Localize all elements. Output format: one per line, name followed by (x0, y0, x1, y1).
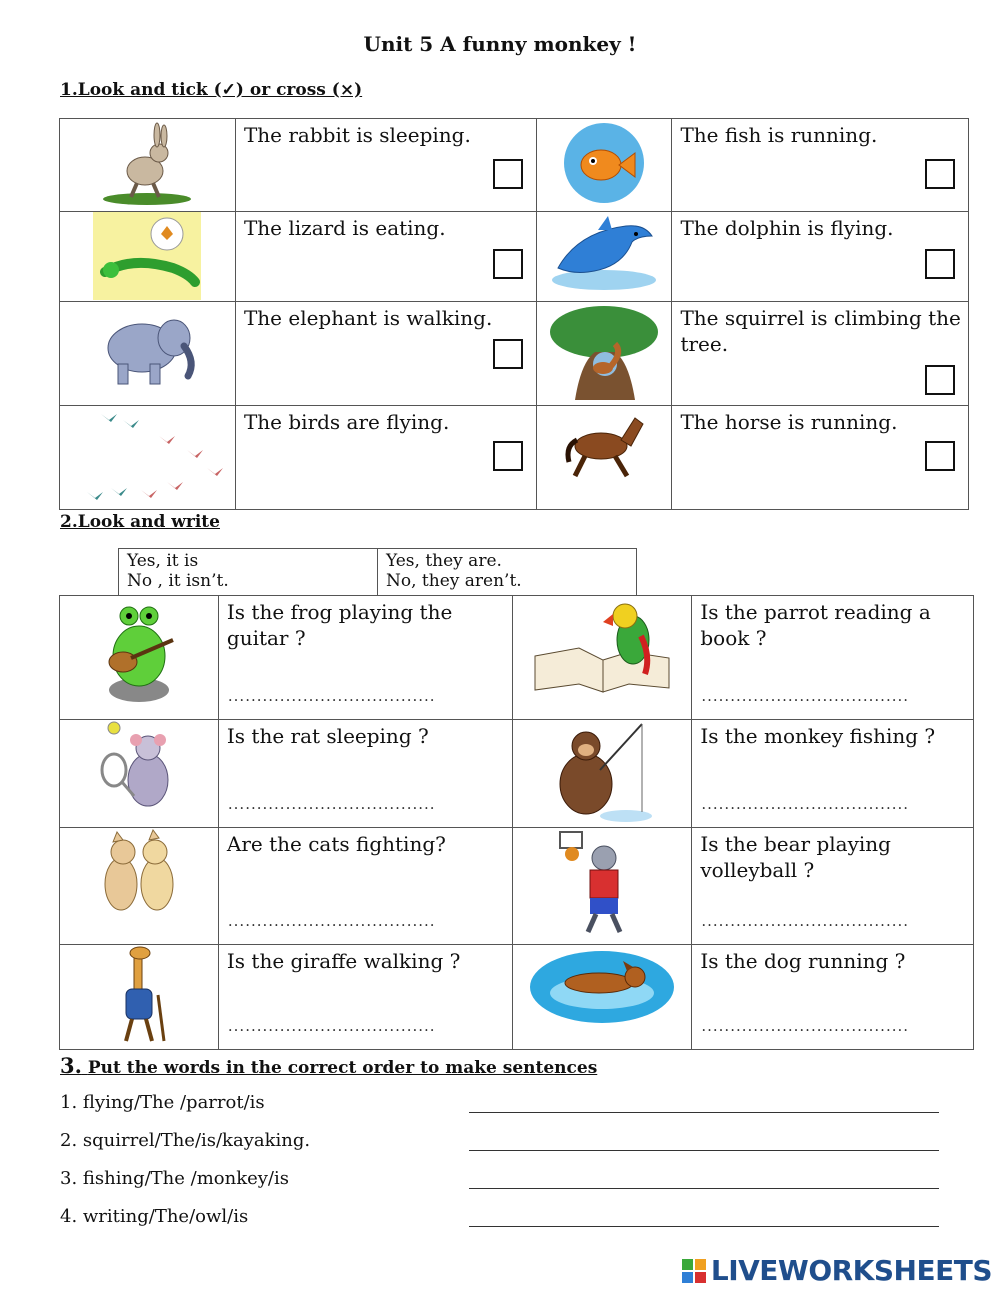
word-order-item: 4. writing/The/owl/is (60, 1206, 249, 1227)
giraffe-icon (104, 945, 174, 1045)
horse-icon (561, 406, 647, 486)
section-3-title: Put the words in the correct order to make sentences (87, 1058, 598, 1078)
answer-line[interactable] (469, 1112, 939, 1113)
picture-cell (537, 302, 672, 406)
dog-icon (527, 945, 677, 1029)
answer-checkbox[interactable] (925, 159, 955, 189)
picture-cell (537, 119, 672, 212)
word-order-item: 3. fishing/The /monkey/is (60, 1168, 289, 1189)
answer-blank[interactable]: .................................... (701, 795, 910, 813)
answer-option: Yes, it is (127, 551, 199, 571)
answer-checkbox[interactable] (493, 159, 523, 189)
sentence-text: The dolphin is flying. (680, 216, 894, 240)
tick-cross-table (59, 118, 969, 510)
liveworksheets-logo (681, 1254, 992, 1287)
sentence-text: The squirrel is climbing the tree. (680, 306, 961, 356)
answer-checkbox[interactable] (493, 249, 523, 279)
answer-checkbox[interactable] (925, 249, 955, 279)
sentence-text: The horse is running. (680, 410, 898, 434)
cats-icon (91, 828, 187, 926)
rat-icon (94, 720, 184, 824)
fish-icon (559, 119, 649, 207)
word-order-item: 2. squirrel/The/is/kayaking. (60, 1130, 311, 1151)
question-text: Is the dog running ? (700, 949, 906, 973)
picture-cell (513, 596, 692, 720)
answer-checkbox[interactable] (925, 441, 955, 471)
logo-icon (681, 1258, 707, 1284)
section-1-heading: 1.Look and tick (✓) or cross (×) (60, 80, 363, 100)
picture-cell (60, 302, 236, 406)
question-text: Is the parrot reading a book ? (700, 600, 931, 650)
squirrel-icon (545, 302, 663, 402)
picture-cell (60, 945, 219, 1050)
question-text: Is the giraffe walking ? (226, 949, 461, 973)
parrot-icon (529, 596, 675, 696)
picture-cell (513, 945, 692, 1050)
picture-cell (60, 596, 219, 720)
answer-blank[interactable]: .................................... (701, 912, 910, 930)
dolphin-icon (548, 212, 660, 294)
picture-cell (513, 828, 692, 945)
picture-cell (60, 720, 219, 828)
sentence-text: The lizard is eating. (243, 216, 446, 240)
word-order-item: 1. flying/The /parrot/is (60, 1092, 265, 1113)
picture-cell (60, 828, 219, 945)
answer-checkbox[interactable] (493, 441, 523, 471)
picture-cell (60, 406, 236, 510)
section-3-heading (60, 1053, 597, 1078)
look-and-write-table (59, 595, 974, 1050)
question-text: Are the cats fighting? (226, 832, 446, 856)
bear-icon (552, 828, 652, 938)
sentence-text: The rabbit is sleeping. (243, 123, 471, 147)
picture-cell (60, 212, 236, 302)
elephant-icon (92, 302, 202, 390)
answer-checkbox[interactable] (493, 339, 523, 369)
frog-icon (83, 596, 195, 706)
birds-icon (67, 406, 227, 502)
logo-text: LIVEWORKSHEETS (710, 1254, 992, 1287)
answer-options-box (118, 548, 637, 595)
question-text: Is the monkey fishing ? (700, 724, 936, 748)
sentence-text: The birds are flying. (243, 410, 450, 434)
question-text: Is the frog playing the guitar ? (226, 600, 453, 650)
answer-line[interactable] (469, 1226, 939, 1227)
sentence-text: The elephant is walking. (243, 306, 493, 330)
monkey-icon (546, 720, 658, 824)
answer-line[interactable] (469, 1188, 939, 1189)
answer-blank[interactable]: .................................... (227, 795, 436, 813)
question-text: Is the bear playing volleyball ? (700, 832, 891, 882)
answer-options-they (377, 549, 636, 595)
answer-option: No , it isn’t. (127, 571, 229, 591)
answer-blank[interactable]: .................................... (227, 687, 436, 705)
answer-option: No, they aren’t. (386, 571, 522, 591)
picture-cell (60, 119, 236, 212)
picture-cell (513, 720, 692, 828)
answer-blank[interactable]: .................................... (701, 687, 910, 705)
answer-blank[interactable]: .................................... (227, 912, 436, 930)
answer-blank[interactable]: .................................... (701, 1017, 910, 1035)
picture-cell (537, 212, 672, 302)
answer-checkbox[interactable] (925, 365, 955, 395)
answer-options-it (119, 549, 377, 595)
rabbit-icon (97, 119, 197, 207)
section-2-heading: 2.Look and write (60, 512, 220, 532)
sentence-text: The fish is running. (680, 123, 878, 147)
question-text: Is the rat sleeping ? (226, 724, 429, 748)
section-3-number: 3. (60, 1053, 82, 1078)
lizard-icon (93, 212, 201, 300)
answer-line[interactable] (469, 1150, 939, 1151)
answer-option: Yes, they are. (386, 551, 502, 571)
picture-cell (537, 406, 672, 510)
answer-blank[interactable]: .................................... (227, 1017, 436, 1035)
page-title: Unit 5 A funny monkey ! (363, 32, 637, 56)
